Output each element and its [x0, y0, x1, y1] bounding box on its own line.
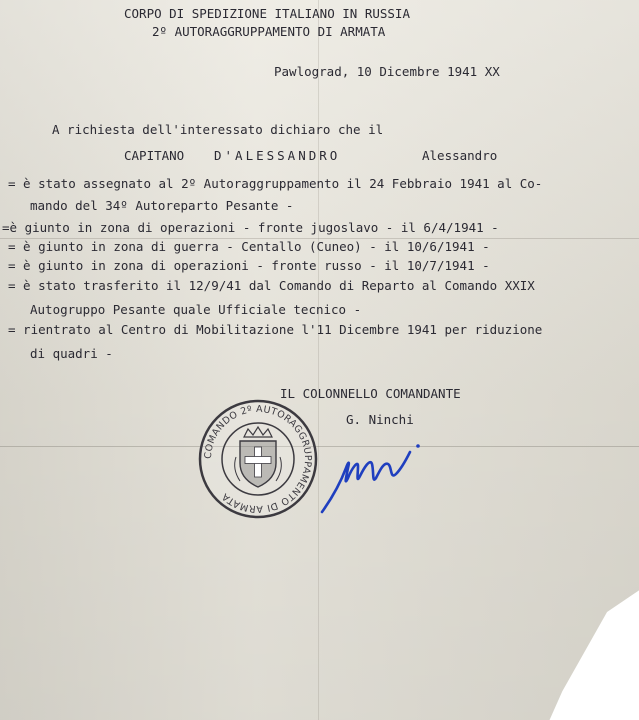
intro-text: A richiesta dell'interessato dichiaro che il — [52, 122, 384, 137]
statement-line-4: = è giunto in zona di guerra - Centallo (Cuneo) - il 10/6/1941 - — [8, 239, 490, 254]
rank-label: CAPITANO — [124, 148, 185, 163]
handwritten-signature — [318, 438, 438, 518]
statement-line-7: Autogruppo Pesante quale Ufficiale tecnico - — [30, 302, 362, 317]
fold-crease-vertical — [318, 0, 319, 720]
statement-line-1: = è stato assegnato al 2º Autoraggruppamento il 24 Febbraio 1941 al Co- — [8, 176, 543, 191]
header-line-1: CORPO DI SPEDIZIONE ITALIANO IN RUSSIA — [124, 6, 410, 21]
place-date: Pawlograd, 10 Dicembre 1941 XX — [274, 64, 500, 79]
stamp-ring-text: COMANDO 2º AUTORAGGRUPPAMENTO DI ARMATA — [202, 403, 314, 515]
header-line-2: 2º AUTORAGGRUPPAMENTO DI ARMATA — [152, 24, 386, 39]
statement-line-5: = è giunto in zona di operazioni - fronte russo - il 10/7/1941 - — [8, 258, 490, 273]
statement-line-9: di quadri - — [30, 346, 113, 361]
statement-line-3: =è giunto in zona di operazioni - fronte jugoslavo - il 6/4/1941 - — [2, 220, 499, 235]
statement-line-6: = è stato trasferito il 12/9/41 dal Comando di Reparto al Comando XXIX — [8, 278, 535, 293]
signatory-name: G. Ninchi — [346, 412, 414, 427]
official-stamp — [196, 397, 320, 521]
first-name: Alessandro — [422, 148, 498, 163]
statement-line-2: mando del 34º Autoreparto Pesante - — [30, 198, 294, 213]
statement-line-8: = rientrato al Centro di Mobilitazione l'11 Dicembre 1941 per riduzione — [8, 322, 543, 337]
surname: D'ALESSANDRO — [214, 148, 341, 163]
signatory-title: IL COLONNELLO COMANDANTE — [280, 386, 461, 401]
